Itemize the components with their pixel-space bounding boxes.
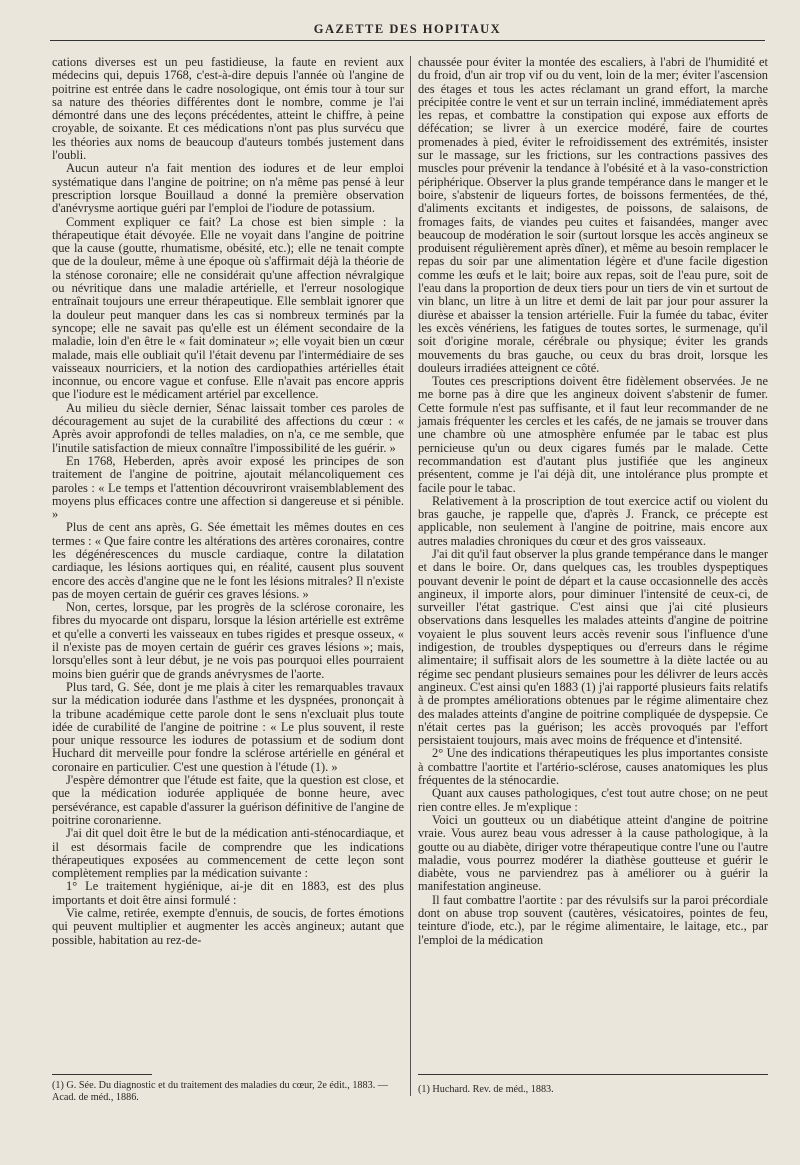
paragraph: Voici un goutteux ou un diabétique atteint d'angine de poitrine vraie. Vous aurez beau vous adresser à la cause pathologique, à la goutte ou au diabète, diriger votre thérapeutique contre l'une ou l'autre maladie, vous pourrez modérer la diathèse goutteuse et guérir le diabète, vous ne parviendrez pas à améliorer ou à guérir la manifestation angineuse. xyxy=(418,812,768,894)
paragraph: En 1768, Heberden, après avoir exposé les principes de son traitement de l'angine de poitrine, ajoutait mélancoliquement ces paroles : « Le temps et l'attention découvriront vraisemblablement des moyens plus efficaces contre une affection si dangereuse et si pénible. » xyxy=(52,453,404,522)
paragraph: J'espère démontrer que l'étude est faite, que la question est close, et que la médication iodurée appliquée de bonne heure, avec persévérance, est capable d'assurer la guérison définitive de l'angine de poitrine coronarienne. xyxy=(52,773,404,827)
right-column xyxy=(418,56,768,1062)
paragraph: Aucun auteur n'a fait mention des iodures et de leur emploi systématique dans l'angine de poitrine; on n'a même pas pensé à leur prescription lorsque Bouillaud a donné la première observation d'anévrysme aortique guéri par l'emploi de l'iodure de potassium. xyxy=(52,161,404,216)
paragraph: Plus tard, G. Sée, dont je me plais à citer les remarquables travaux sur la médication iodurée dans l'asthme et les dyspnées, prononçait à la tribune académique cette parole dont le sens n'excluait plus toute idée de curabilité de l'angine de poitrine : « Le plus souvent, il reste pour unique ressource les iodures de potassium et de sodium dont Huchard dit merveille pour fondre la sclérose artérielle en général et coronaire en particulier. C'est une question à l'étude (1). » xyxy=(52,679,404,774)
column-divider xyxy=(410,56,411,1096)
paragraph: Non, certes, lorsque, par les progrès de la sclérose coronaire, les fibres du myocarde ont disparu, lorsque la lésion artérielle est extrême et qu'elle a converti les vaisseaux en tubes rigides et presque osseux, « il n'existe pas de moyen certain de guérir ces graves lésions »; mais, lorsqu'elles sont à leur début, je ne vois pas pourquoi elles pourraient moins bien guérir que de grands anévrysmes de l'aorte. xyxy=(52,600,404,681)
paragraph: Comment expliquer ce fait? La chose est bien simple : la thérapeutique était dévoyée. Elle ne voyait dans l'angine de poitrine que la cause (goutte, rhumatisme, obésité, etc.); elle ne tenait compte que de la douleur, même à une époque où s'affirmait déjà la théorie de la sténose coronaire; elle ne considérait qu'une affection névralgique ou névritique dans une maladie artérielle, et l'erreur nosologique entraînait toujours une erreur thérapeutique. Elle semblait ignorer que la douleur peut manquer dans les cas si nombreux terminés par la syncope; elle ne savait pas qu'elle est un élément secondaire de la maladie, loin d'en être le « fait dominateur »; elle voyait bien un cœur malade, mais elle oubliait qu'il l'était devenu par l'intermédiaire de ses vaisseaux nourriciers, et la notion des cardiopathies artérielles était inconnue, ou encore vague et confuse. Elle n'avait pas encore appris que l'iodure est le médicament artériel par excellence. xyxy=(52,214,404,402)
left-column xyxy=(52,56,404,1062)
page-header: GAZETTE DES HOPITAUX xyxy=(313,22,502,36)
header-rule xyxy=(50,40,765,41)
paragraph: J'ai dit quel doit être le but de la médication anti-sténocardiaque, et il est désormais facile de comprendre que les indications thérapeutiques exposées au commencement de cette leçon sont complètement remplies par la médication suivante : xyxy=(52,826,404,881)
paragraph: Il faut combattre l'aortite : par des révulsifs sur la paroi précordiale dont on abuse trop souvent (cautères, vésicatoires, pointes de feu, teinture d'iode, etc.), par le régime alimentaire, le laitage, etc., par l'emploi de la médication xyxy=(418,892,768,947)
paragraph: Toutes ces prescriptions doivent être fidèlement observées. Je ne me borne pas à dire que les angineux doivent s'abstenir de fumer. Cette formule n'est pas suffisante, et il faut leur recommander de ne jamais fréquenter les cercles et les cafés, de ne jamais se trouver dans une chambre où une atmosphère enfumée par le tabac est plus pernicieuse qu'un ou deux cigares fumés par le malade. Cette recommandation est d'autant plus justifiée que les angineux présentent, comme je l'ai déjà dit, une intolérance plus prompte et facile pour le tabac. xyxy=(418,374,768,495)
paragraph: Au milieu du siècle dernier, Sénac laissait tomber ces paroles de découragement au sujet de la curabilité des affections du cœur : « Après avoir approfondi de telles maladies, on n'a, ce me semble, que l'inutile satisfaction de mieux connaître l'impossibilité de les guérir. » xyxy=(52,400,404,455)
footnote-left: (1) G. Sée. Du diagnostic et du traitement des maladies du cœur, 2e édit., 1883. — Acad. de méd., 1886. xyxy=(52,1080,388,1103)
paragraph: Relativement à la proscription de tout exercice actif ou violent du bras gauche, je rappelle que, d'après J. Franck, ce précepte est applicable, non seulement à l'angine de poitrine, mais encore aux autres maladies chroniques du cœur et des gros vaisseaux. xyxy=(418,493,768,548)
paragraph: Plus de cent ans après, G. Sée émettait les mêmes doutes en ces termes : « Que faire contre les altérations des artères coronaires, contre les dégénérescences du muscle cardiaque, contre la dilatation cardiaque, les lésions aortiques qui, en réalité, causent plus souvent encore des accès d'angine que ne le font les lésions mitrales? Il n'existe pas de moyen certain de guérir ces graves lésions. » xyxy=(52,520,404,601)
footnote-rule-right xyxy=(418,1074,768,1075)
footnote-right: (1) Huchard. Rev. de méd., 1883. xyxy=(418,1084,554,1095)
paragraph: cations diverses est un peu fastidieuse, la faute en revient aux médecins qui, depuis 1768, c'est-à-dire depuis l'année où l'angine de poitrine est entrée dans le cadre nosologique, ont émis tour à tour sur sa nature des théories différentes dont le nombre, comme je l'ai démontré dans une des leçons précédentes, atteint le chiffre, à peine croyable, de soixante. Et ces médications n'ont pas plus survécu que les théories aux noms de beaucoup d'auteurs tombés justement dans l'oubli. xyxy=(52,55,404,163)
paragraph: Vie calme, retirée, exempte d'ennuis, de soucis, de fortes émotions qui peuvent multiplier et augmenter les accès angineux; autant que possible, habitation au rez-de- xyxy=(52,906,404,947)
footnote-rule-left xyxy=(52,1074,152,1075)
paragraph: 2° Une des indications thérapeutiques les plus importantes consiste à combattre l'aortite et l'artério-sclérose, causes anatomiques les plus fréquentes de la sténocardie. xyxy=(418,746,768,788)
paragraph: Quant aux causes pathologiques, c'est tout autre chose; on ne peut rien contre elles. Je m'explique : xyxy=(418,786,768,814)
paragraph: 1° Le traitement hygiénique, ai-je dit en 1883, est des plus importants et doit être ainsi formulé : xyxy=(52,879,404,907)
paragraph: J'ai dit qu'il faut observer la plus grande tempérance dans le manger et dans le boire. Or, dans quelques cas, les troubles dyspeptiques pouvant devenir le point de départ et la cause occasionnelle des accès angineux, il importe alors, pour diminuer l'intensité de ceux-ci, de surveiller l'état gastrique. C'est ainsi que j'ai cité plusieurs observations dans lesquelles les malades atteints d'angine de poitrine voyaient le plus souvent leurs accès revenir sous l'influence d'une indigestion, de troubles dyspeptiques ou d'erreurs dans le régime alimentaire; il suffisait alors de les soumettre à la diète lactée ou au régime sec pendant plusieurs semaines pour les délivrer de leurs accès angineux. C'est ainsi qu'en 1883 (1) j'ai rapporté plusieurs faits relatifs à de promptes améliorations obtenues par le régime alimentaire chez des malades atteints d'angine de poitrine compliquée de dyspepsie. Ce n'était certes pas la guérison; les accès provoqués par l'effort persistaient toujours, mais avec moins de fréquence et d'intensité. xyxy=(418,546,768,748)
paragraph: chaussée pour éviter la montée des escaliers, à l'abri de l'humidité et du froid, d'un air trop vif ou du vent, loin de la mer; éviter l'ascension des étages et tous les actes réclamant un grand effort, la marche précipitée contre le vent et sur un terrain incliné, immédiatement après les repas, et combattre la constipation qui expose aux efforts de défécation; se livrer à un exercice modéré, faire de courtes promenades à pied, éviter le refroidissement des extrémités, insister sur le massage, sur les frictions, sur les contractions passives des muscles pour prévenir la tendance à l'obésité et à la vaso-constriction périphérique. Observer la plus grande tempérance dans le manger et le boire, s'abstenir de liqueurs fortes, de boissons fermentées, de thé, d'aliments excitants et indigestes, de poissons, de salaisons, de fromages faits, de viandes peu cuites et faisandées, manger avec beaucoup de modération le soir (surtout lorsque les accès angineux se produisent régulièrement après dîner), et même au besoin remplacer le repas du soir par une alimentation légère et d'une facile digestion comme les œufs et le lait; boire aux repas, soit de l'eau pure, soit de l'eau dans la proportion de deux tiers pour un tiers de vin et surtout de vin blanc, un litre à un litre et demi de lait par jour pour assurer la diurèse et abaisser la tension artérielle. Fuir la fumée du tabac, éviter les excès vénériens, les fatigues de toutes sortes, le surmenage, qu'il soit d'origine morale, cérébrale ou physique; éviter les grands mouvements du bras gauche, ou ceux du bras droit, lorsque les douleurs irradiées atteignent ce côté. xyxy=(418,55,768,375)
